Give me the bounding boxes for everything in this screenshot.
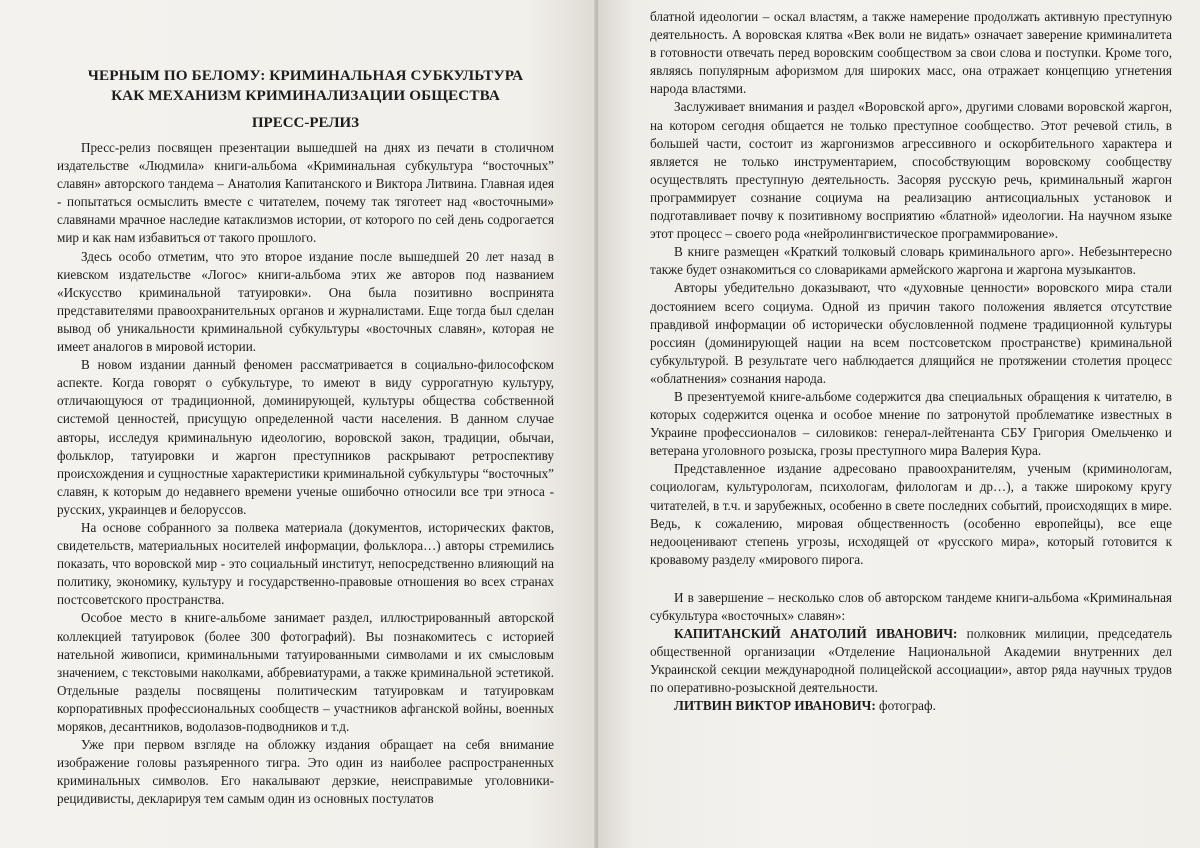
author-bio-text-litvin: фотограф.: [875, 698, 936, 714]
right-page: [598, 0, 1200, 848]
spacer: [650, 569, 1172, 589]
paragraph: Пресс-релиз посвящен презентации вышедшей на днях из печати в столичном издательстве «Людмила» книги-альбома «Криминальная субкультура “восточных” славян» авторского тандема – Анатолия Капитанского и Виктора Литвина. Главная идея - попытаться осмыслить вместе с читателем, почему так тяготеет над «восточными» славянами мрачное наследие катаклизмов истории, от которого по сей день содрогается мир и как нам избавиться от такого прошлого.: [57, 140, 554, 246]
article-title: [57, 66, 554, 106]
paragraph: В презентуемой книге-альбоме содержится два специальных обращения к читателю, в которых содержится оценка и особое мнение по затронутой проблематике известных в Украине профессионалов – силовиков: генерал-лейтенанта СБУ Григория Омельченко и ветерана уголовного розыска, грозы преступного мира Валерия Кура.: [650, 388, 1172, 459]
paragraph: Здесь особо отметим, что это второе издание после вышедшей 20 лет назад в киевском издательстве «Логос» книги-альбома этих же авторов под названием «Искусство криминальной татуировки». Она была позитивно воспринята представителями правоохранительных органов и журналистами. Еще тогда был сделан вывод об уникальности криминальной субкультуры «восточных славян», которая не имеет аналогов в мировой истории.: [57, 248, 554, 355]
author-bio-litvin: [650, 697, 1172, 715]
paragraph: Авторы убедительно доказывают, что «духовные ценности» воровского мира стали достоянием всего социума. Одной из причин такого положения является отсутствие правдивой информации об исторически обусловленной подмене традиционной культуры россиян (доминирующей нации на всем постсоветском пространстве) криминальной субкультурой. В результате чего наблюдается длящийся не протяжении столетия процесс «облатнения» сознания народа.: [650, 280, 1172, 386]
paragraph: В новом издании данный феномен рассматривается в социально-философском аспекте. Когда говорят о субкультуре, то имеют в виду суррогатную культуру, отличающуюся от традиционной, доминирующей, культуры общества собственной системой ценностей, присущую определенной части населения. В данном случае авторы, исследуя криминальную идеологию, воровской закон, традиции, обычаи, фольклор, татуировки и жаргон преступников раскрывают ретроспективу происхождения и сущностные характеристики криминальной субкультуры “восточных” славян, к которым до недавнего времени ученые ошибочно относили все три этноса - русских, украинцев и белоруссов.: [57, 357, 554, 517]
press-release-heading: ПРЕСС-РЕЛИЗ: [251, 115, 360, 131]
author-bio-text-kapitansky: полковник милиции, председатель общественной организации «Отделение Национальной Академии внутренних дел Украинской секции международной полицейской ассоциации», автор ряда научных трудов по оперативно-розыскной деятельности.: [650, 626, 1172, 696]
paragraph: В книге размещен «Краткий толковый словарь криминального арго». Небезынтересно также будет ознакомиться со словариками армейского жаргона и жаргона музыкантов.: [650, 244, 1172, 278]
paragraph: Уже при первом взгляде на обложку издания обращает на себя внимание изображение головы разъяренного тигра. Это один из наиболее распространенных криминальных символов. Его накалывают дерзкие, неисправимые уголовники-рецидивисты, декларируя тем самым один из основных постулатов: [57, 737, 554, 807]
title-line-2: КАК МЕХАНИЗМ КРИМИНАЛИЗАЦИИ ОБЩЕСТВА: [111, 87, 500, 104]
paragraph: На основе собранного за полвека материала (документов, исторических фактов, свидетельств, материальных носителей информации, фольклора…) авторы стремились показать, что воровской мир - это социальный институт, непосредственно влияющий на политику, экономику, культуру и государственно-правовые отношения во всех странах постсоветского пространства.: [57, 519, 554, 608]
left-page: [0, 0, 598, 848]
paragraph: блатной идеологии – оскал властям, а также намерение продолжать активную преступную деятельность. А воровская клятва «Век воли не видать» означает заверение криминалитета в готовности отвечать перед воровским сообществом за свои слова и поступки. Кроме того, являясь популярным афоризмом для широких масс, она отражает концепцию угнетения народа властями.: [650, 9, 1172, 97]
author-bio-kapitansky: [650, 625, 1172, 697]
author-name-litvin: ЛИТВИН ВИКТОР ИВАНОВИЧ:: [674, 698, 876, 714]
conclusion-paragraph: И в завершение – несколько слов об авторском тандеме книги-альбома «Криминальная субкультура «восточных» славян»:: [650, 589, 1172, 623]
paragraph: Заслуживает внимания и раздел «Воровской арго», другими словами воровской жаргон, на котором сегодня общается не только преступное сообщество. Этот речевой стиль, в большей части, состоит из жаргонизмов агрессивного и оскорбительного характера и является не только инструментарием, способствующим воровскому сообществу осуществлять преступную деятельность. Засоряя русскую речь, криминальный жаргон программирует сознание социума на реализацию антисоциальных установок и подготавливает почву к позитивному восприятию «блатной» идеологии. На научном языке этот процесс – своего рода «нейролингвистическое программирование».: [650, 99, 1172, 242]
paragraph: Представленное издание адресовано правоохранителям, ученым (криминологам, социологам, культурологам, психологам, филологам и др…), а также широкому кругу читателей, в т.ч. и зарубежных, особенно в свете последних событий, происходящих в мире. Ведь, к сожалению, мировая общественность (особенно европейцы), все еще недооценивают степень угрозы, исходящей от «русского мира», который готовится к кровавому разделу «мирового пирога.: [650, 461, 1172, 567]
title-line-1: ЧЕРНЫМ ПО БЕЛОМУ: КРИМИНАЛЬНАЯ СУБКУЛЬТУРА: [87, 67, 524, 84]
author-name-kapitansky: КАПИТАНСКИЙ АНАТОЛИЙ ИВАНОВИЧ:: [674, 626, 958, 642]
paragraph: Особое место в книге-альбоме занимает раздел, иллюстрированный авторской коллекцией татуировок (более 300 фотографий). Вы познакомитесь с историей нательной живописи, криминальными татуированными символами и их смысловым значением, с текстовыми наколками, аббревиатурами, а также криминальной эстетикой. Отдельные разделы посвящены политическим татуировкам и татуировкам корпоративных профессиональных сообществ – участников афганской войны, военных моряков, десантников, водолазов-подводников и т.д.: [57, 610, 554, 734]
